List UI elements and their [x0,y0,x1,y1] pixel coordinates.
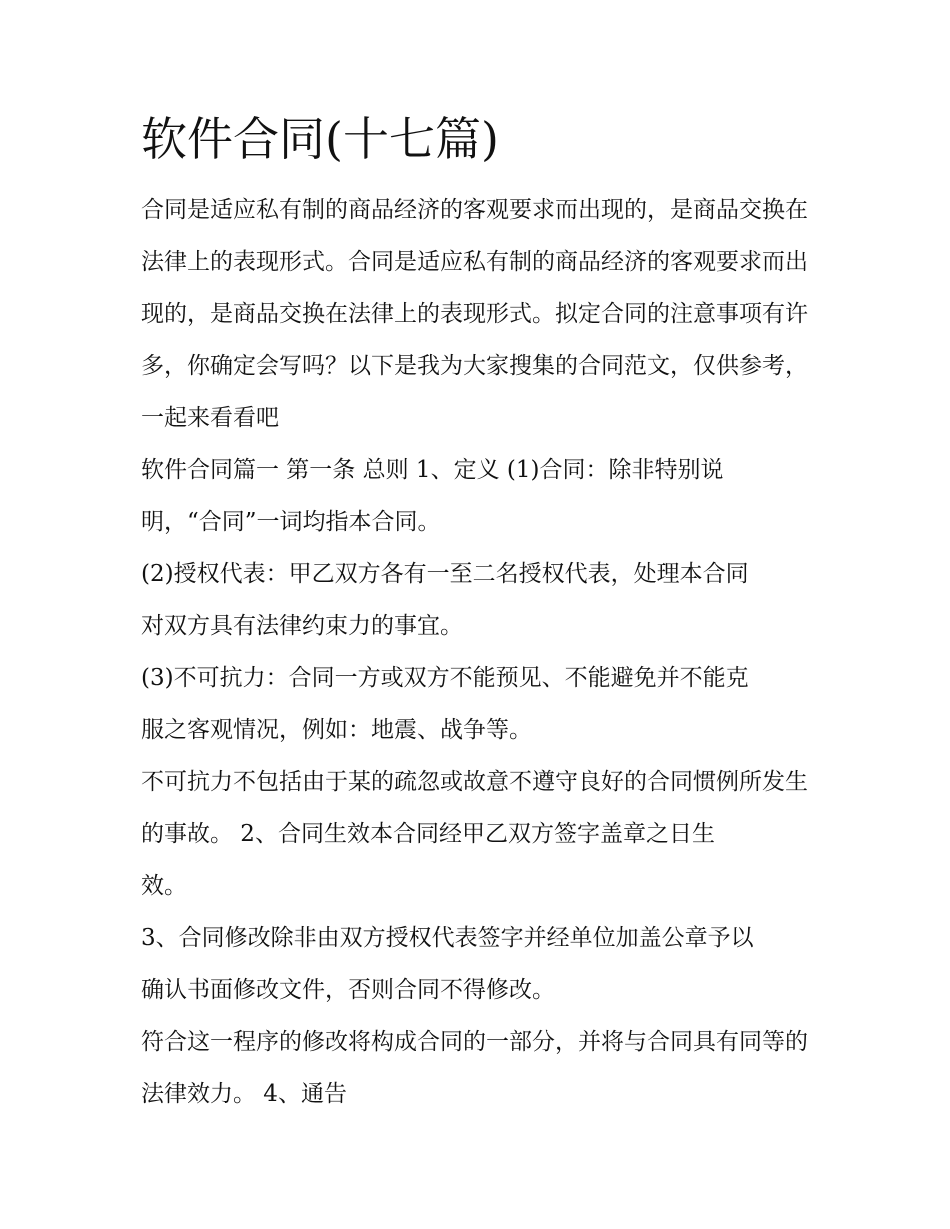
paragraph-authorized-representative: (2)授权代表：甲乙双方各有一至二名授权代表，处理本合同 对双方具有法律约束力的事宜。 [141,561,749,640]
intro-paragraph: 合同是适应私有制的商品经济的客观要求而出现的，是商品交换在法律上的表现形式。合同是适应私有制的商品经济的客观要求而出现的，是商品交换在法律上的表现形式。拟定合同的注意事项有许多，你确定会写吗？以下是我为大家搜集的合同范文，仅供参考，一起来看看吧 [141,197,808,432]
paragraph-contract-amendment: 3、合同修改除非由双方授权代表签字并经单位加盖公章予以 确认书面修改文件，否则合同不得修改。 [141,925,754,1004]
paragraph-definition-contract: 软件合同篇一 第一条 总则 1、定义 (1)合同：除非特别说 明，“合同”一词均指本合同。 [141,457,724,536]
paragraph-force-majeure-exclusion: 不可抗力不包括由于某的疏忽或故意不遵守良好的合同惯例所发生的事故。 2、合同生效本合同经甲乙双方签字盖章之日生 效。 [141,769,808,900]
document-title: 软件合同(十七篇) [141,112,499,166]
paragraph-force-majeure: (3)不可抗力：合同一方或双方不能预见、不能避免并不能克 服之客观情况，例如：地震、战争等。 [141,665,749,744]
paragraph-amendment-effect: 符合这一程序的修改将构成合同的一部分，并将与合同具有同等的法律效力。 4、通告 [141,1029,808,1108]
